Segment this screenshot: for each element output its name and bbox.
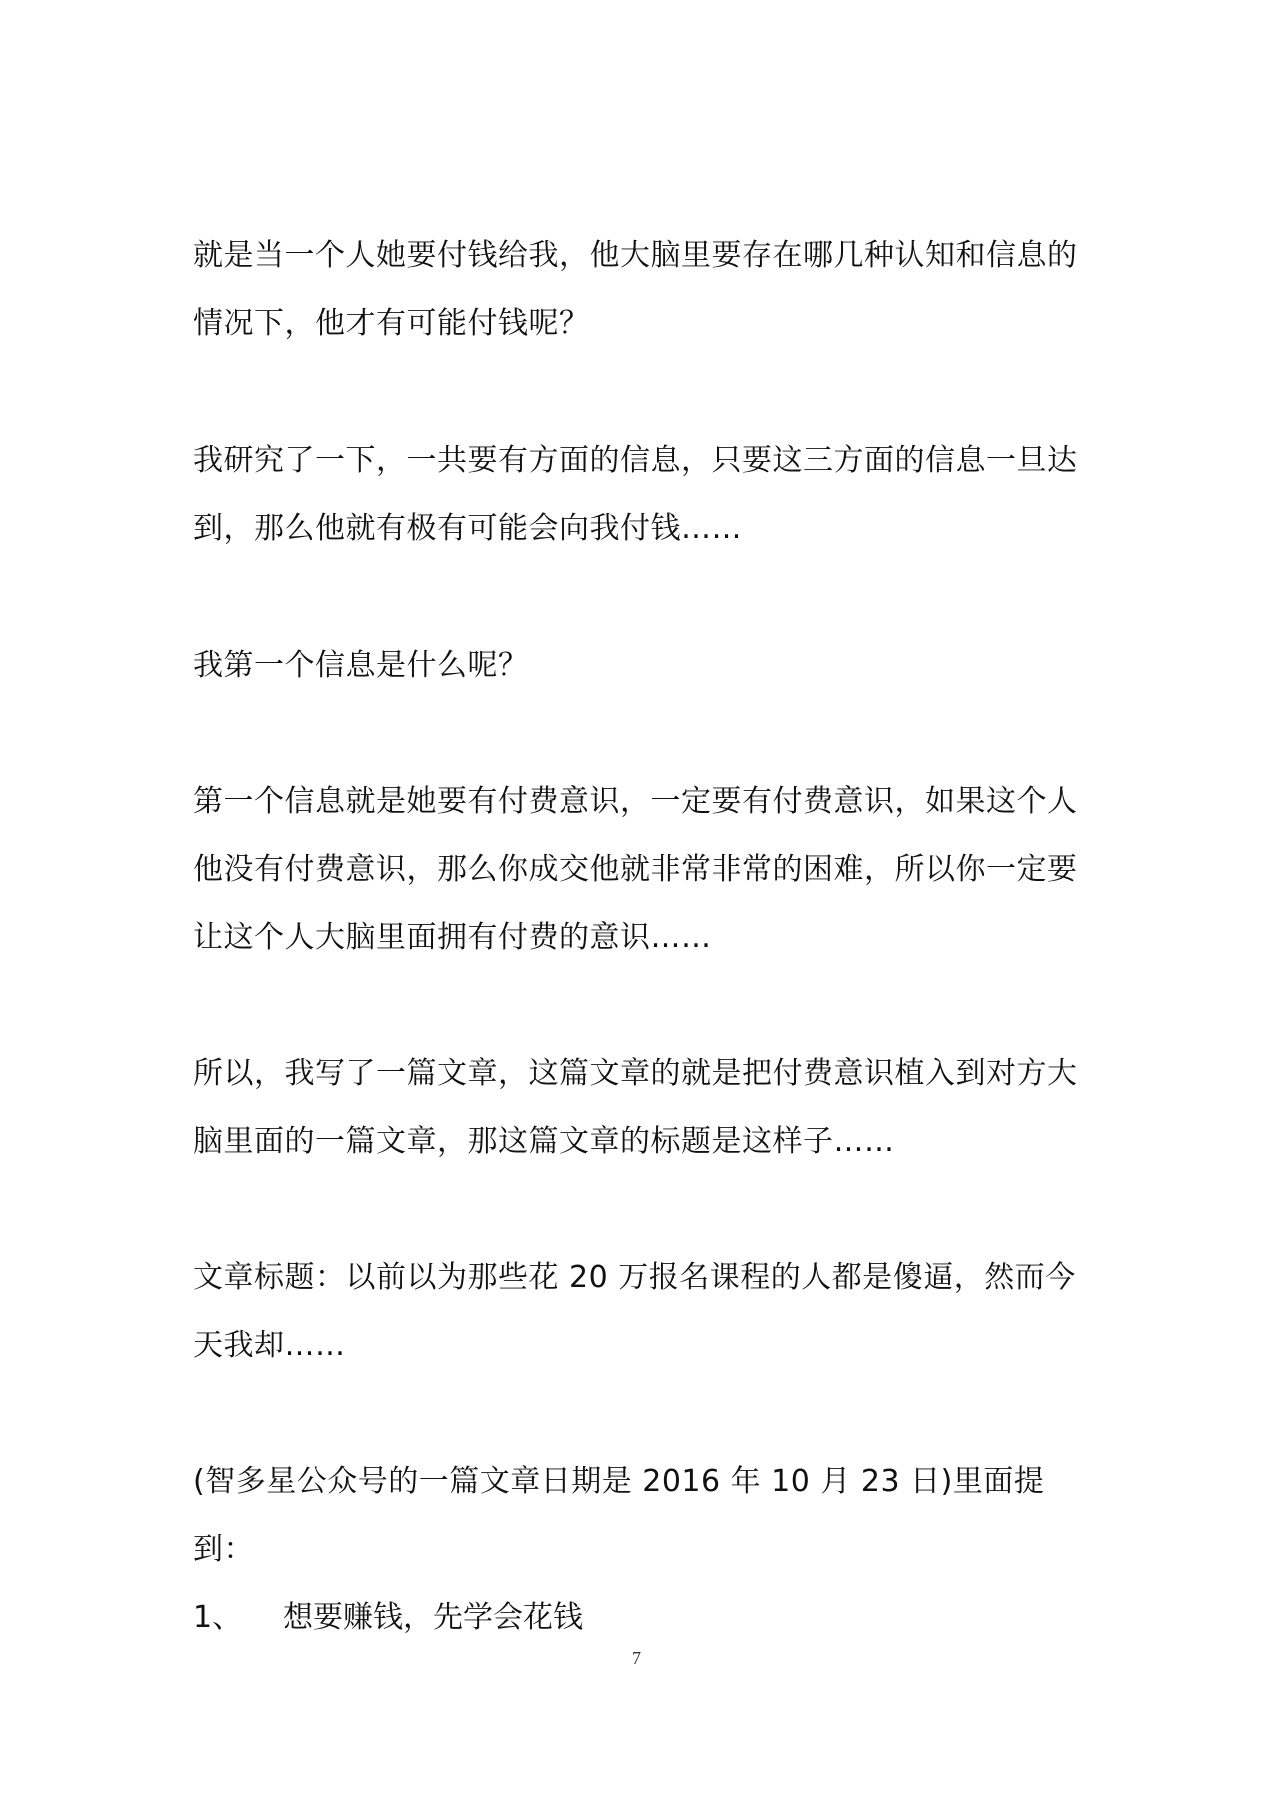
list-item-number: 1、 [193,1600,243,1635]
list-item [193,1584,1093,1652]
paragraph-7: (智多星公众号的一篇文章日期是 2016 年 10 月 23 日)里面提到： [193,1464,1045,1567]
page-number: 7 [632,1648,641,1668]
paragraph-2: 我研究了一下，一共要有方面的信息，只要这三方面的信息一旦达到，那么他就有极有可能会向我付钱…… [193,443,1078,546]
paragraph-3: 我第一个信息是什么呢？ [193,648,529,683]
paragraph-4: 第一个信息就是她要有付费意识，一定要有付费意识，如果这个人他没有付费意识，那么你成交他就非常非常的困难，所以你一定要让这个人大脑里面拥有付费的意识…… [193,784,1078,955]
paragraph-1: 就是当一个人她要付钱给我，他大脑里要存在哪几种认知和信息的情况下，他才有可能付钱呢？ [193,238,1078,341]
paragraph-6: 文章标题：以前以为那些花 20 万报名课程的人都是傻逼，然而今天我却…… [193,1260,1076,1363]
list-item-text: 想要赚钱，先学会花钱 [283,1600,583,1635]
paragraph-5: 所以，我写了一篇文章，这篇文章的就是把付费意识植入到对方大脑里面的一篇文章，那这篇文章的标题是这样子…… [193,1056,1078,1159]
